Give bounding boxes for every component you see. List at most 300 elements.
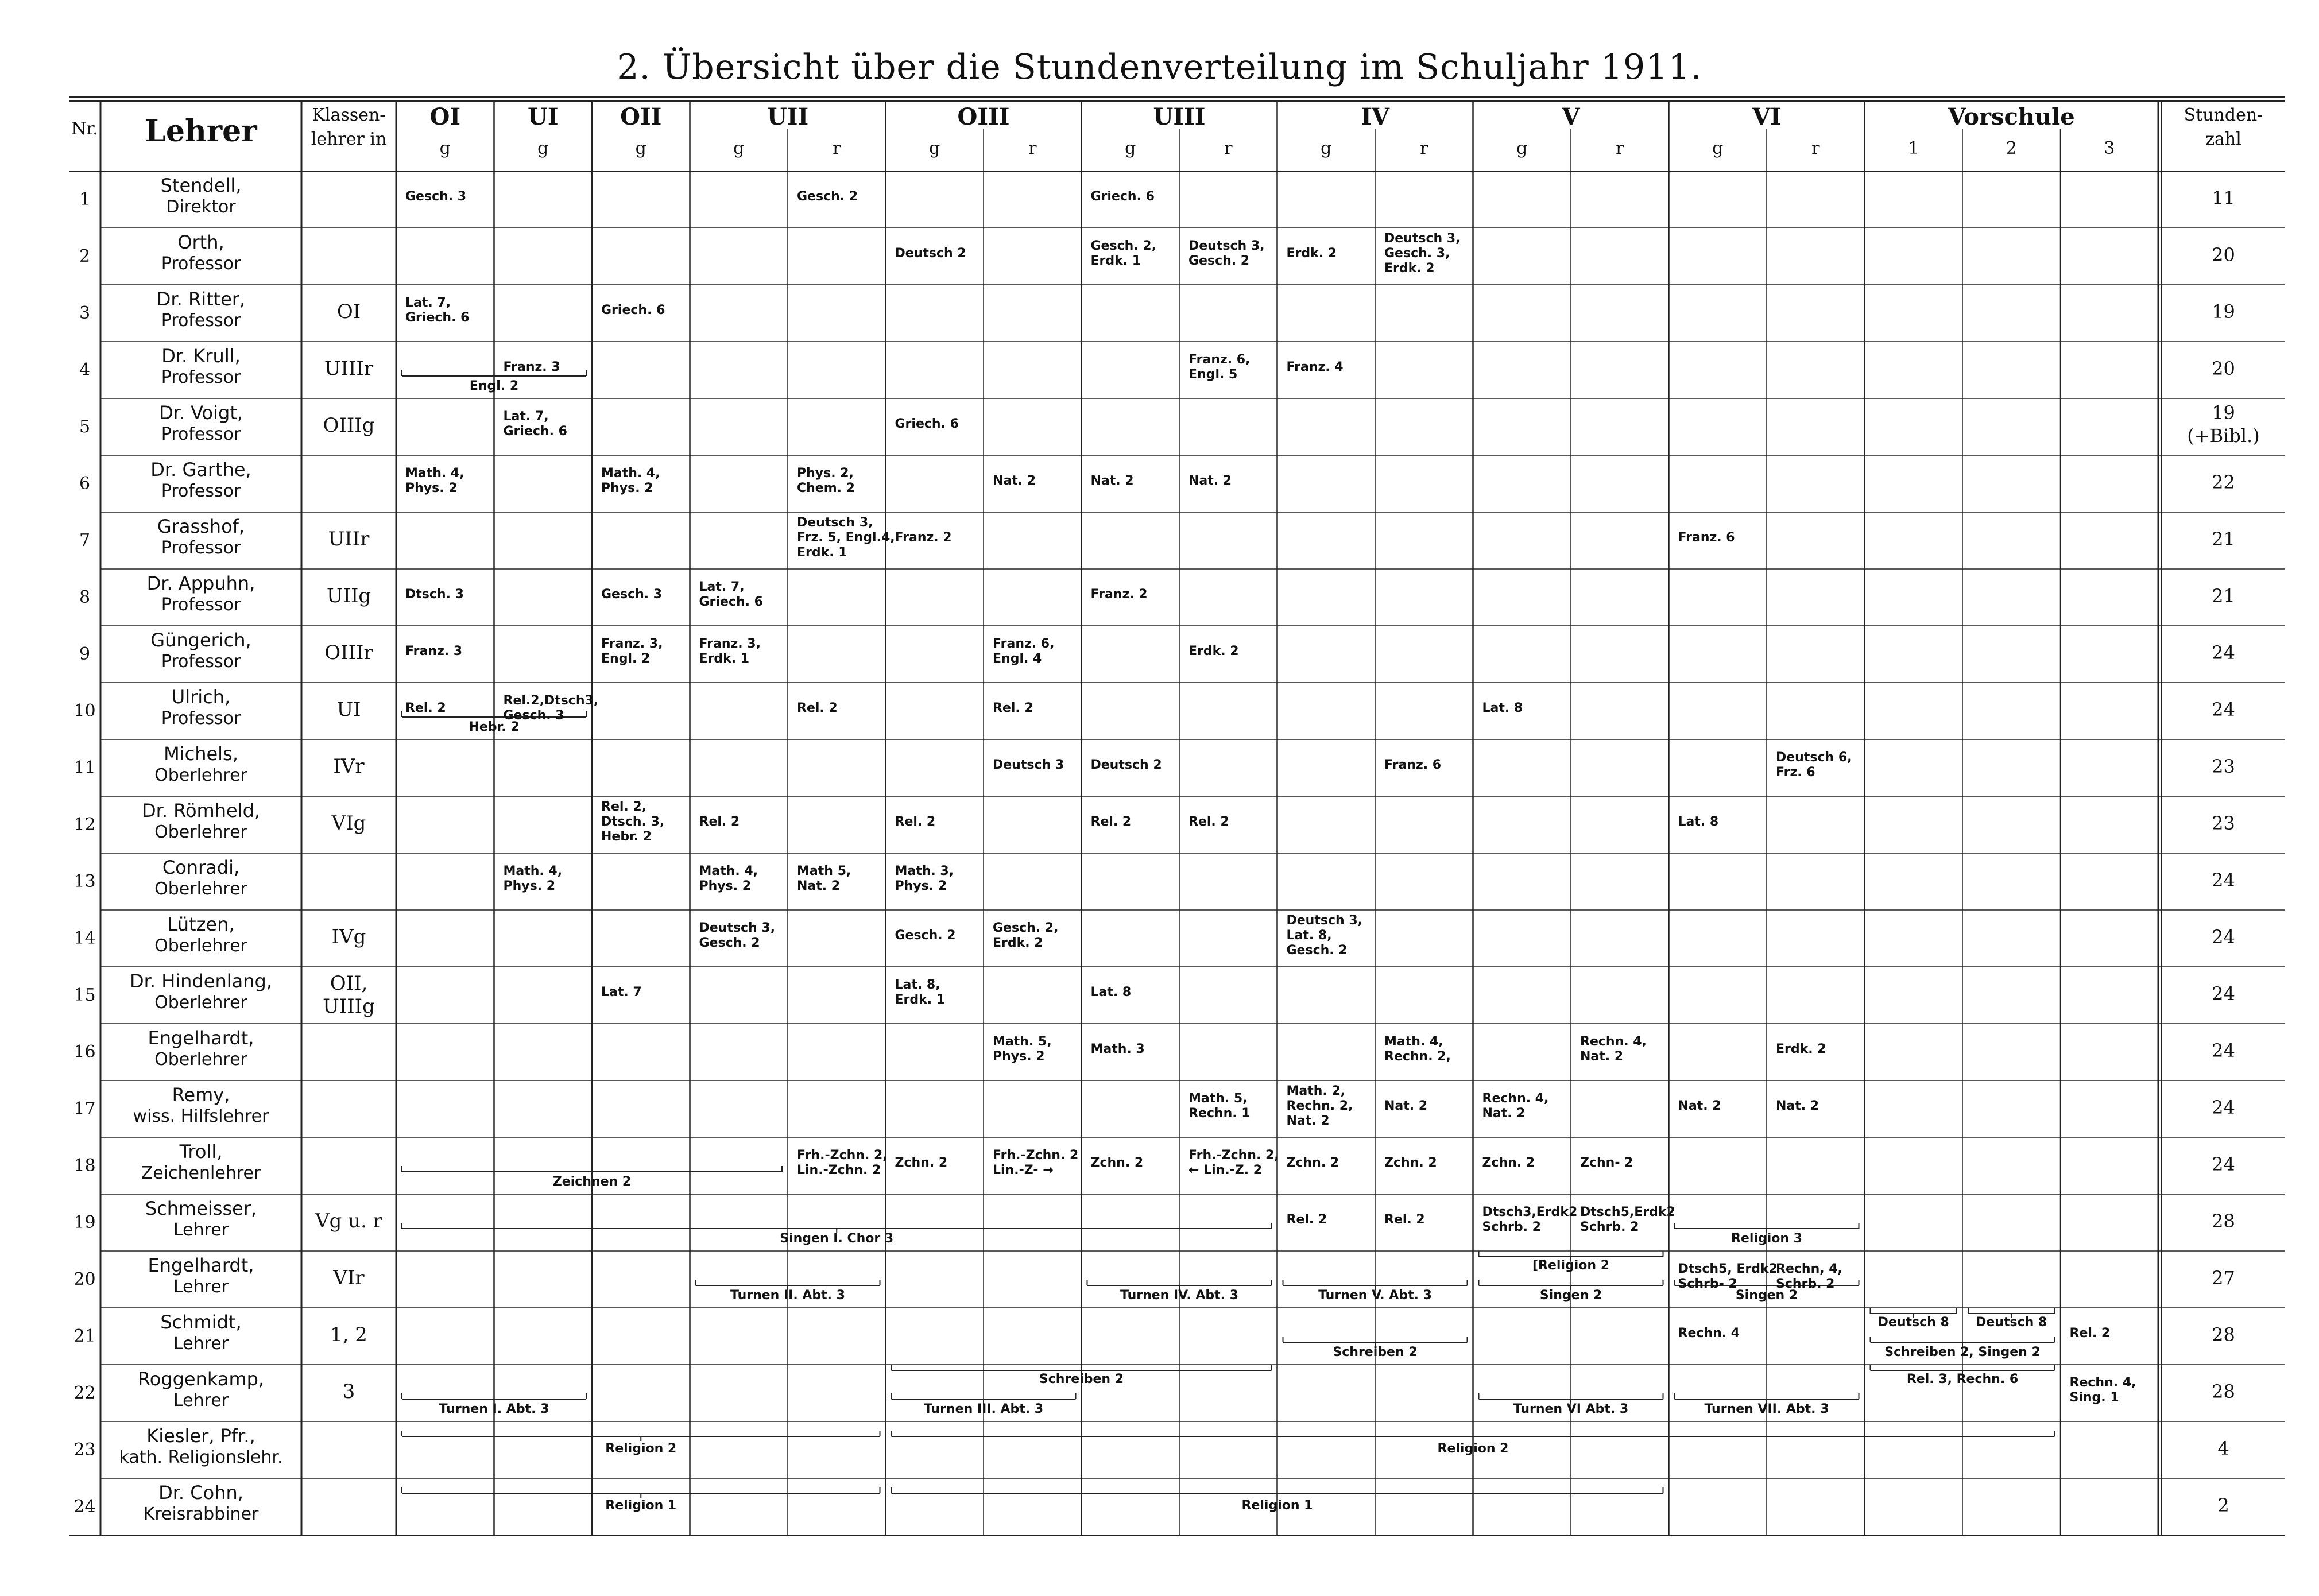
teacher-title: Oberlehrer (154, 765, 247, 785)
hours-total: 4 (2217, 1438, 2229, 1459)
timetable-entry: Erdk. 2 (1776, 1041, 1826, 1056)
timetable-entry: Franz. 3 (405, 644, 463, 658)
timetable-entry: Rel. 2 (2069, 1326, 2111, 1341)
timetable-entry: Sing. 1 (2069, 1390, 2119, 1405)
subclass-header: r (1028, 138, 1037, 158)
row-number: 17 (73, 1099, 96, 1119)
hours-total: 2 (2217, 1494, 2229, 1516)
timetable-entry: Griech. 6 (1090, 189, 1155, 204)
row-number: 6 (79, 474, 91, 494)
timetable-entry: Math. 4, (1384, 1034, 1443, 1049)
timetable-entry: Nat. 2 (993, 473, 1036, 488)
row-number: 24 (73, 1497, 96, 1517)
timetable-entry: Rechn. 2, (1286, 1098, 1353, 1113)
hours-total: 24 (2212, 1153, 2235, 1175)
timetable-entry: Dtsch5,Erdk2 (1580, 1204, 1675, 1219)
timetable-entry: Deutsch 3, (1384, 231, 1461, 246)
row-number: 7 (79, 530, 91, 551)
header-klassenlehrer-1: Klassen- (312, 105, 386, 125)
teacher-title: kath. Religionslehr. (119, 1447, 283, 1467)
class-teacher-of: UIIIg (323, 995, 375, 1018)
row-number: 14 (73, 928, 96, 948)
timetable-entry: Franz. 6 (1384, 757, 1442, 772)
row-number: 1 (79, 189, 91, 210)
spanning-entry: Religion 3 (1731, 1231, 1802, 1246)
timetable-entry: Phys. 2 (993, 1049, 1045, 1064)
subclass-header: g (1125, 138, 1136, 158)
timetable-entry: Deutsch 3, (1188, 238, 1265, 253)
class-teacher-of: VIg (331, 812, 366, 835)
class-teacher-of: UIIr (328, 528, 370, 551)
timetable-entry: Zchn. 2 (1384, 1155, 1437, 1170)
class-header-oii: OII (620, 103, 662, 130)
timetable-entry: Franz. 3 (503, 359, 560, 374)
spanning-entry: Turnen VII. Abt. 3 (1704, 1402, 1829, 1416)
spanning-entry: Singen 2 (1539, 1288, 1602, 1303)
header-stundenzahl-1: Stunden- (2184, 105, 2263, 125)
teacher-title: Professor (161, 424, 241, 444)
timetable-entry: Rel. 2 (1090, 814, 1132, 829)
timetable-entry: Rel. 2 (405, 700, 446, 715)
spanning-entry: Religion 1 (605, 1498, 677, 1513)
timetable-entry: Dtsch. 3, (601, 814, 665, 829)
timetable-entry: Nat. 2 (1188, 473, 1232, 488)
timetable-entry: Zchn- 2 (1580, 1155, 1633, 1170)
class-teacher-of: IVr (333, 755, 365, 778)
spanning-entry: Turnen VI Abt. 3 (1513, 1402, 1629, 1416)
spanning-entry: Turnen IV. Abt. 3 (1120, 1288, 1238, 1303)
row-number: 18 (73, 1156, 96, 1176)
teacher-name: Roggenkamp, (137, 1368, 265, 1390)
timetable-entry: Rechn. 1 (1188, 1106, 1251, 1121)
spanning-entry: Zeichnen 2 (552, 1175, 632, 1189)
row-number: 5 (79, 417, 91, 437)
hours-total: 28 (2212, 1210, 2235, 1232)
timetable-entry: Phys. 2 (503, 878, 556, 893)
class-header-ui: UI (527, 103, 559, 130)
teacher-name: Dr. Garthe, (150, 459, 251, 481)
teacher-name: Stendell, (160, 175, 242, 196)
class-header-uiii: UIII (1153, 103, 1206, 130)
class-header-oi: OI (429, 103, 461, 130)
timetable-entry: Griech. 6 (895, 416, 959, 431)
subclass-header: g (1712, 138, 1724, 158)
spanning-entry: Schreiben 2 (1333, 1345, 1418, 1359)
timetable-entry: Engl. 5 (1188, 367, 1238, 382)
row-number: 15 (73, 985, 96, 1005)
hours-total: 20 (2212, 358, 2235, 379)
teacher-name: Dr. Hindenlang, (130, 970, 272, 992)
timetable-entry: ← Lin.-Z. 2 (1188, 1163, 1263, 1177)
timetable-entry: Franz. 2 (895, 530, 952, 545)
teacher-name: Schmeisser, (145, 1198, 257, 1219)
subclass-header: 1 (1908, 138, 1919, 158)
timetable-entry: Nat. 2 (1384, 1098, 1428, 1113)
class-header-iv: IV (1361, 103, 1389, 130)
header-lehrer: Lehrer (145, 114, 257, 149)
timetable-entry: Schrb. 2 (1580, 1219, 1639, 1234)
row-number: 16 (73, 1042, 96, 1062)
timetable-entry: Lat. 7 (601, 985, 642, 1000)
timetable-entry: Rel. 2 (699, 814, 740, 829)
teacher-name: Engelhardt, (148, 1254, 254, 1276)
teacher-name: Dr. Cohn, (158, 1482, 243, 1504)
spanning-entry: [Religion 2 (1532, 1258, 1610, 1273)
timetable-entry: Math. 4, (601, 466, 660, 481)
timetable-entry: Engl. 4 (993, 651, 1042, 666)
timetable-entry: Phys. 2 (699, 878, 752, 893)
timetable-entry: Gesch. 3, (1384, 246, 1450, 261)
teacher-name: Remy, (172, 1084, 230, 1106)
timetable-entry: Lat. 8 (1482, 700, 1523, 715)
timetable-entry: Frz. 5, Engl.4, (797, 530, 895, 545)
hours-total: 24 (2212, 1097, 2235, 1118)
row-number: 19 (73, 1213, 96, 1233)
timetable-entry: Erdk. 2 (993, 935, 1043, 950)
hours-total: 24 (2212, 869, 2235, 891)
teacher-title: Professor (161, 595, 241, 615)
timetable-entry: Gesch. 2 (699, 935, 760, 950)
spanning-entry: Turnen II. Abt. 3 (730, 1288, 845, 1303)
timetable-entry: Dtsch3,Erdk2 (1482, 1204, 1578, 1219)
teacher-name: Dr. Römheld, (141, 800, 261, 822)
timetable-entry: Zchn. 2 (1482, 1155, 1535, 1170)
teacher-name: Ulrich, (171, 686, 231, 708)
timetable-entry: Rechn, 4, (1776, 1261, 1842, 1276)
spanning-entry: Engl. 2 (469, 379, 519, 393)
spanning-entry: Religion 2 (605, 1442, 677, 1456)
timetable-entry: Gesch. 2 (895, 928, 956, 943)
hours-total: 23 (2212, 812, 2235, 834)
timetable-entry: Deutsch 3 (993, 757, 1064, 772)
subclass-header: g (929, 138, 940, 158)
teacher-name: Kiesler, Pfr., (146, 1425, 255, 1447)
timetable-entry: Rel. 2 (1286, 1212, 1327, 1227)
timetable-entry: Frh.-Zchn. 2, (797, 1148, 888, 1163)
teacher-name: Dr. Ritter, (156, 288, 246, 310)
timetable-entry: Deutsch 3, (797, 515, 873, 530)
timetable-entry: Gesch. 2 (1188, 253, 1250, 268)
timetable-entry: Rel. 2 (797, 700, 838, 715)
subclass-header: 3 (2104, 138, 2115, 158)
hours-total: 21 (2212, 585, 2235, 607)
timetable-entry: Rechn. 4, (2069, 1375, 2136, 1390)
teacher-name: Güngerich, (150, 629, 251, 651)
timetable-entry: Erdk. 1 (1090, 253, 1141, 268)
spanning-entry: Singen 2 (1735, 1288, 1798, 1303)
spanning-entry: Hebr. 2 (469, 720, 520, 734)
timetable-entry: Franz. 6, (1188, 352, 1251, 367)
timetable-entry: Lin.-Zchn. 2 (797, 1163, 881, 1177)
timetable-entry: Franz. 4 (1286, 359, 1344, 374)
timetable-entry: Nat. 2 (1286, 1113, 1330, 1128)
timetable-entry: Franz. 6, (993, 636, 1055, 651)
teacher-title: Professor (161, 708, 241, 729)
timetable-entry: Deutsch 3, (1286, 913, 1362, 928)
row-number: 21 (73, 1326, 96, 1346)
timetable-entry: Rel. 2 (1384, 1212, 1425, 1227)
timetable-entry: Schrb- 2 (1678, 1276, 1737, 1291)
timetable-entry: Franz. 3, (699, 636, 761, 651)
timetable-entry: Phys. 2 (601, 481, 653, 495)
subclass-header: g (733, 138, 745, 158)
timetable-entry: Griech. 6 (405, 310, 470, 325)
hours-total: 23 (2212, 756, 2235, 777)
timetable-entry: Schrb. 2 (1482, 1219, 1541, 1234)
hours-total: 24 (2212, 642, 2235, 664)
class-teacher-of: OIIIr (324, 641, 373, 664)
hours-total: 24 (2212, 983, 2235, 1005)
timetable-entry: Phys. 2 (405, 481, 458, 495)
timetable-entry: Lat. 8, (1286, 928, 1332, 943)
teacher-title: Oberlehrer (154, 993, 247, 1013)
timetable-entry: Nat. 2 (797, 878, 841, 893)
teacher-name: Dr. Voigt, (158, 402, 243, 424)
row-number: 3 (79, 303, 91, 323)
teacher-title: Oberlehrer (154, 1049, 247, 1070)
teacher-name: Schmidt, (160, 1311, 242, 1333)
timetable-entry: Math. 4, (699, 863, 758, 878)
teacher-title: Oberlehrer (154, 822, 247, 842)
timetable-entry: Lat. 7, (503, 409, 549, 424)
hours-total: 21 (2212, 528, 2235, 550)
spanning-entry: Turnen V. Abt. 3 (1318, 1288, 1432, 1303)
hours-total: 19 (2212, 301, 2235, 323)
class-teacher-of: UIIIr (324, 357, 374, 380)
row-number: 2 (79, 246, 91, 266)
timetable-entry: Math. 2, (1286, 1083, 1346, 1098)
timetable-entry: Griech. 6 (601, 303, 665, 317)
timetable-entry: Gesch. 3 (405, 189, 467, 204)
timetable-entry: Math. 3 (1090, 1041, 1145, 1056)
timetable-entry: Franz. 2 (1090, 587, 1148, 602)
teacher-title: Professor (161, 367, 241, 388)
timetable-entry: Frh.-Zchn. 2 (993, 1148, 1079, 1163)
timetable (69, 96, 2285, 1541)
subclass-header: g (439, 138, 451, 158)
timetable-entry: Griech. 6 (503, 424, 567, 439)
teacher-title: Lehrer (173, 1390, 229, 1411)
spanning-entry: Deutsch 8 (1877, 1315, 1949, 1330)
timetable-entry: Erdk. 2 (1286, 246, 1337, 261)
timetable-entry: Lat. 8 (1090, 985, 1132, 1000)
subclass-header: g (1516, 138, 1528, 158)
timetable-entry: Rechn. 2, (1384, 1049, 1451, 1064)
class-teacher-of: VIr (333, 1266, 365, 1289)
teacher-title: Zeichenlehrer (141, 1163, 261, 1183)
timetable-entry: Franz. 3, (601, 636, 663, 651)
teacher-title: Professor (161, 481, 241, 501)
timetable-entry: Rel. 2, (601, 799, 647, 814)
spanning-entry: Religion 1 (1241, 1498, 1313, 1513)
timetable-entry: Gesch. 3 (503, 708, 564, 723)
timetable-entry: Nat. 2 (1776, 1098, 1819, 1113)
spanning-entry: Singen I. Chor 3 (780, 1231, 894, 1246)
teacher-name: Dr. Krull, (161, 345, 241, 367)
timetable-entry: Math. 4, (503, 863, 563, 878)
teacher-name: Michels, (164, 743, 238, 765)
timetable-entry: Lin.-Z- → (993, 1163, 1054, 1177)
row-number: 11 (73, 758, 96, 778)
teacher-name: Orth, (177, 231, 224, 253)
teacher-title: Lehrer (173, 1220, 229, 1240)
timetable-entry: Nat. 2 (1090, 473, 1134, 488)
spanning-entry: Religion 2 (1437, 1442, 1509, 1456)
teacher-title: Professor (161, 538, 241, 558)
timetable-entry: Deutsch 3, (699, 920, 775, 935)
hours-total: 24 (2212, 1040, 2235, 1062)
timetable-entry: Dtsch. 3 (405, 587, 464, 602)
spanning-entry: Schreiben 2, Singen 2 (1884, 1345, 2041, 1359)
timetable-entry: Griech. 6 (699, 594, 763, 609)
class-teacher-of: 1, 2 (330, 1323, 367, 1346)
spanning-entry: Deutsch 8 (1976, 1315, 2047, 1330)
teacher-title: Oberlehrer (154, 879, 247, 899)
timetable-entry: Math. 4, (405, 466, 464, 481)
timetable-entry: Frz. 6 (1776, 765, 1815, 780)
hours-total: 28 (2212, 1381, 2235, 1403)
timetable-entry: Gesch. 2, (993, 920, 1059, 935)
timetable-entry: Nat. 2 (1482, 1106, 1526, 1121)
timetable-entry: Erdk. 1 (797, 545, 847, 560)
timetable-entry: Lat. 8, (895, 977, 940, 992)
class-header-v: V (1562, 103, 1580, 130)
class-teacher-of: OIIIg (323, 414, 375, 437)
timetable-entry: Gesch. 2 (797, 189, 858, 204)
teacher-name: Troll, (179, 1141, 223, 1163)
hours-total: 20 (2212, 244, 2235, 266)
timetable-entry: Lat. 7, (699, 579, 745, 594)
subclass-header: g (1321, 138, 1332, 158)
subclass-header: g (537, 138, 549, 158)
timetable-entry: Rel. 2 (993, 700, 1033, 715)
hours-total: 19 (2212, 402, 2235, 424)
timetable-entry: Nat. 2 (1678, 1098, 1721, 1113)
teacher-name: Dr. Appuhn, (146, 572, 255, 594)
class-teacher-of: UIIg (326, 584, 371, 607)
subclass-header: 2 (2006, 138, 2017, 158)
teacher-name: Conradi, (162, 857, 240, 878)
timetable-entry: Phys. 2, (797, 466, 854, 481)
header-nr: Nr. (71, 119, 98, 139)
teacher-title: Oberlehrer (154, 936, 247, 956)
row-number: 4 (79, 360, 91, 380)
row-number: 10 (73, 701, 96, 721)
row-number: 8 (79, 587, 91, 607)
teacher-name: Engelhardt, (148, 1027, 254, 1049)
hours-total: 27 (2212, 1267, 2235, 1289)
timetable-entry: Gesch. 2 (1286, 943, 1348, 958)
timetable-entry: Rechn. 4, (1482, 1091, 1549, 1106)
teacher-name: Lützen, (167, 913, 235, 935)
hours-note: (+Bibl.) (2187, 425, 2260, 447)
class-teacher-of: 3 (342, 1380, 355, 1403)
teacher-title: Professor (161, 254, 241, 274)
timetable-entry: Rel.2,Dtsch3, (503, 693, 599, 708)
class-teacher-of: UI (336, 698, 361, 721)
teacher-title: Lehrer (173, 1334, 229, 1354)
hours-total: 24 (2212, 926, 2235, 948)
row-number: 20 (73, 1269, 96, 1289)
class-header-vi: VI (1752, 103, 1781, 130)
timetable-entry: Zchn. 2 (1090, 1155, 1144, 1170)
timetable-entry: Gesch. 2, (1090, 238, 1156, 253)
timetable-entry: Deutsch 2 (895, 246, 966, 261)
page-title: 2. Übersicht über die Stundenverteilung im Schuljahr 1911. (617, 47, 1702, 87)
spanning-entry: Schreiben 2 (1039, 1372, 1124, 1386)
class-teacher-of: IVg (331, 925, 366, 948)
subclass-header: r (1616, 138, 1624, 158)
timetable-entry: Hebr. 2 (601, 829, 652, 844)
timetable-entry: Engl. 2 (601, 651, 651, 666)
teacher-title: wiss. Hilfslehrer (133, 1106, 269, 1126)
timetable-entry: Math 5, (797, 863, 851, 878)
spanning-entry: Turnen III. Abt. 3 (923, 1402, 1044, 1416)
spanning-entry: Turnen I. Abt. 3 (439, 1402, 549, 1416)
timetable-entry: Rechn. 4 (1678, 1326, 1740, 1341)
spanning-entry: Rel. 3, Rechn. 6 (1906, 1372, 2019, 1386)
timetable-entry: Zchn. 2 (895, 1155, 948, 1170)
teacher-title: Professor (161, 311, 241, 331)
timetable-entry: Dtsch5, Erdk2 (1678, 1261, 1778, 1276)
teacher-name: Grasshof, (157, 516, 245, 537)
timetable-entry: Deutsch 2 (1090, 757, 1162, 772)
timetable-entry: Erdk. 1 (895, 992, 946, 1007)
timetable-entry: Lat. 7, (405, 295, 451, 310)
timetable-entry: Math. 5, (993, 1034, 1052, 1049)
timetable-entry: Nat. 2 (1580, 1049, 1624, 1064)
row-number: 13 (73, 871, 96, 892)
hours-total: 24 (2212, 699, 2235, 720)
timetable-entry: Math. 3, (895, 863, 954, 878)
teacher-title: Direktor (166, 197, 236, 217)
timetable-entry: Schrb. 2 (1776, 1276, 1835, 1291)
subclass-header: r (1224, 138, 1233, 158)
class-header-vorschule: Vorschule (1948, 103, 2075, 130)
timetable-entry: Frh.-Zchn. 2, (1188, 1148, 1279, 1163)
teacher-title: Lehrer (173, 1277, 229, 1297)
row-number: 12 (73, 815, 96, 835)
teacher-title: Professor (161, 652, 241, 672)
timetable-entry: Deutsch 6, (1776, 750, 1852, 765)
subclass-header: g (635, 138, 646, 158)
hours-total: 22 (2212, 471, 2235, 493)
hours-total: 28 (2212, 1324, 2235, 1346)
timetable-entry: Math. 5, (1188, 1091, 1248, 1106)
timetable-entry: Gesch. 3 (601, 587, 663, 602)
class-teacher-of: OI (336, 300, 361, 323)
class-header-uii: UII (766, 103, 809, 130)
timetable-entry: Rel. 2 (895, 814, 936, 829)
subclass-header: r (1811, 138, 1820, 158)
timetable-entry: Rechn. 4, (1580, 1034, 1647, 1049)
class-teacher-of: Vg u. r (315, 1210, 382, 1233)
header-stundenzahl-2: zahl (2205, 129, 2241, 149)
class-teacher-of: OII, (330, 972, 368, 995)
row-number: 9 (79, 644, 91, 664)
timetable-entry: Rel. 2 (1188, 814, 1229, 829)
timetable-entry: Zchn. 2 (1286, 1155, 1339, 1170)
timetable-entry: Lat. 8 (1678, 814, 1719, 829)
timetable-entry: Erdk. 2 (1188, 644, 1239, 658)
row-number: 22 (73, 1383, 96, 1403)
timetable-entry: Erdk. 1 (699, 651, 750, 666)
row-number: 23 (73, 1440, 96, 1460)
header-klassenlehrer-2: lehrer in (311, 129, 387, 149)
timetable-entry: Franz. 6 (1678, 530, 1735, 545)
timetable-entry: Erdk. 2 (1384, 261, 1435, 276)
hours-total: 11 (2212, 187, 2235, 209)
